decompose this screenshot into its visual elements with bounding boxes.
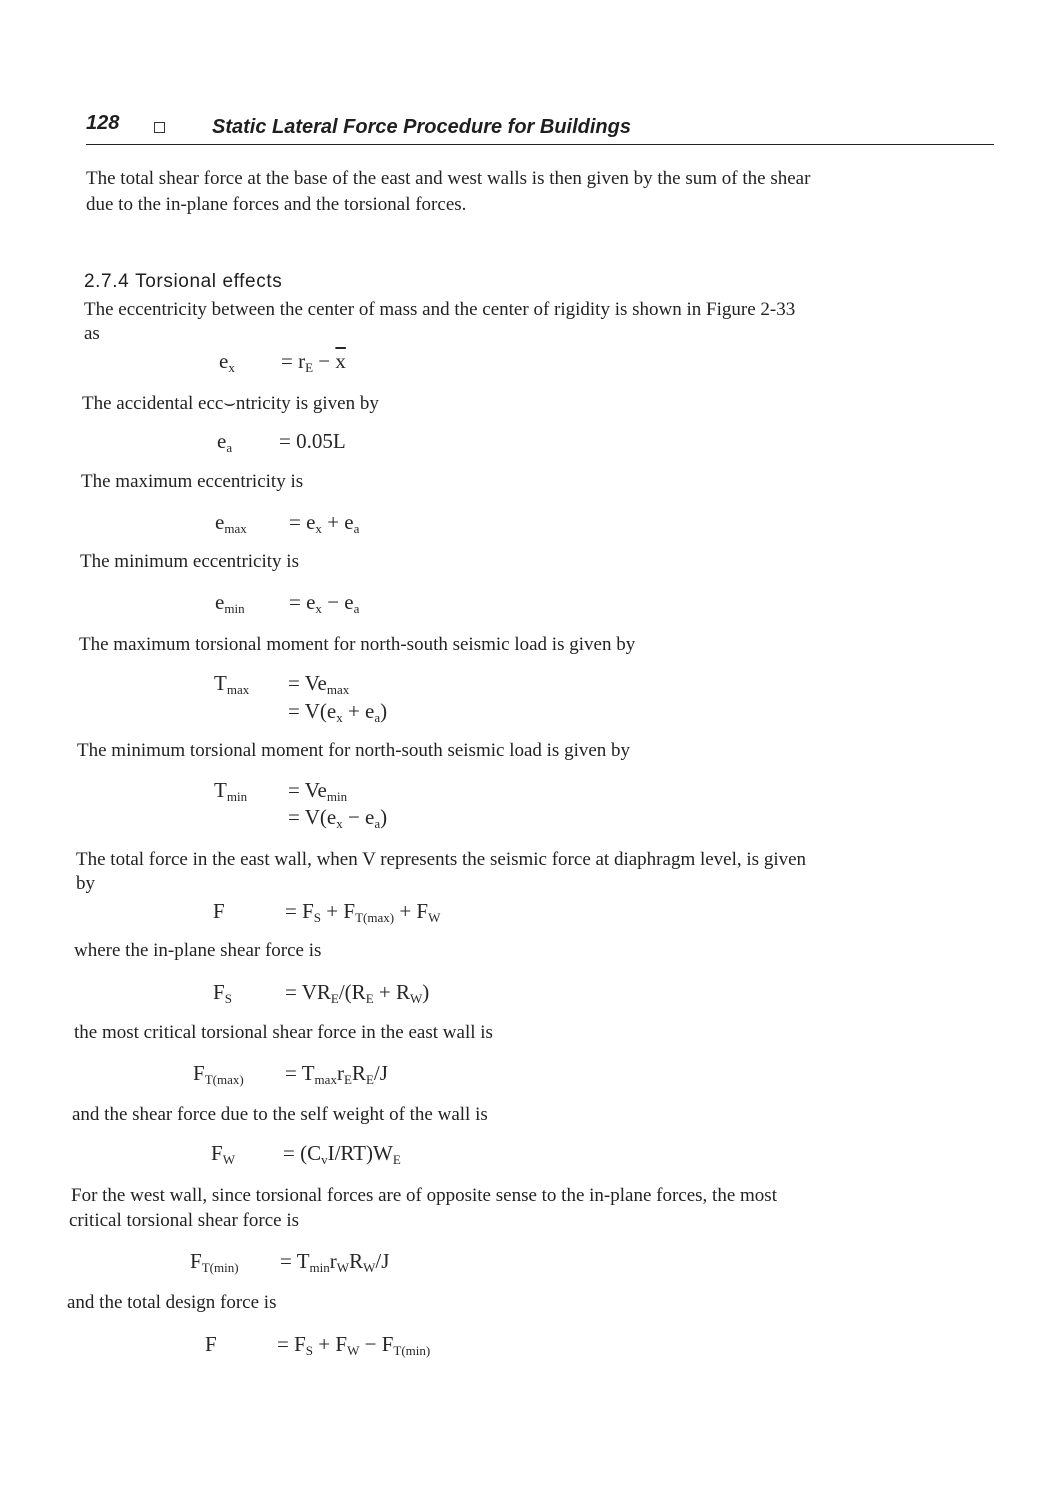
running-title: Static Lateral Force Procedure for Buildings <box>212 116 631 138</box>
paragraph-line: The accidental ecc⌣ntricity is given by <box>82 393 379 414</box>
section-number: 2.7.4 <box>84 271 130 292</box>
intro-line-2: due to the in-plane forces and the torsional forces. <box>86 194 467 215</box>
square-bullet-icon <box>154 122 165 133</box>
paragraph-line: The minimum eccentricity is <box>80 551 299 572</box>
paragraph-line: where the in-plane shear force is <box>74 940 322 961</box>
paragraph-line: and the shear force due to the self weight of the wall is <box>72 1104 488 1125</box>
paragraph-line: the most critical torsional shear force in the east wall is <box>74 1022 493 1043</box>
paragraph-line: The maximum torsional moment for north-south seismic load is given by <box>79 634 636 655</box>
section-heading <box>84 271 282 293</box>
paragraph-line: The maximum eccentricity is <box>81 471 304 492</box>
running-header <box>86 112 994 145</box>
page-number: 128 <box>86 112 120 134</box>
book-page: 128 Static Lateral Force Procedure for Buildings The total shear force at the base of the east and west walls is then given by the sum of the shear due to the in-plane forces and the torsional forces. 2.7.4 Torsional effects The eccentricity between the center of mass and the center of rigidity is shown in Figure 2-33 as $e_x$ = $r_E - \overline{x}$ The accidental ecc⌣ntricity is given by $e_a$ = 0.05L The maximum eccentricity is $e_{max}$ = $e_x + e_a$ The minimum eccentricity is $e_{min}$ = $e_x - e_a$ The maximum torsional moment for north-south seismic load is given by $T_{max}$ = $Ve_{max}$ = $V(e_x + e_a)$ The minimum torsional moment for north-south seismic load is given by $T_{min}$ = $Ve_{min}$ = $V(e_x - e_a)$ The total force in the east wall, when V represents the seismic force at diaphragm level, is given by F = $F_S + F_{T(max)} + F_W$ where the in-plane shear force is $F_S$ = $VR_E/(R_E + R_W)$ the most critical torsional shear force in the east wall is $F_{T(max)}$ = $T_{max}r_ER_E/J$ and the shear force due to the self weight of the wall is $F_W$ = $(C_vI/RT)W_E$ For the west wall, since torsional forces are of opposite sense to the in-plane forces, the most critical torsional shear force is $F_{T(min)}$ = $T_{min}r_WR_W/J$ and the total design force is F = $F_S + F_W - F_{T(min)}$ <box>0 0 1044 1487</box>
intro-line-1: The total shear force at the base of the east and west walls is then given by the sum of the shear <box>86 168 811 189</box>
paragraph-line: For the west wall, since torsional forces are of opposite sense to the in-plane forces, the most <box>71 1185 777 1206</box>
paragraph-line: critical torsional shear force is <box>69 1210 300 1231</box>
paragraph-line: The minimum torsional moment for north-south seismic load is given by <box>77 740 631 761</box>
paragraph-line: by <box>76 873 95 894</box>
paragraph-line: The total force in the east wall, when V represents the seismic force at diaphragm level, is given <box>76 849 807 870</box>
paragraph-line: and the total design force is <box>67 1292 277 1313</box>
paragraph-line: as <box>84 323 100 344</box>
paragraph-line: The eccentricity between the center of mass and the center of rigidity is shown in Figure 2-33 <box>84 299 796 320</box>
section-title: Torsional effects <box>135 271 283 292</box>
